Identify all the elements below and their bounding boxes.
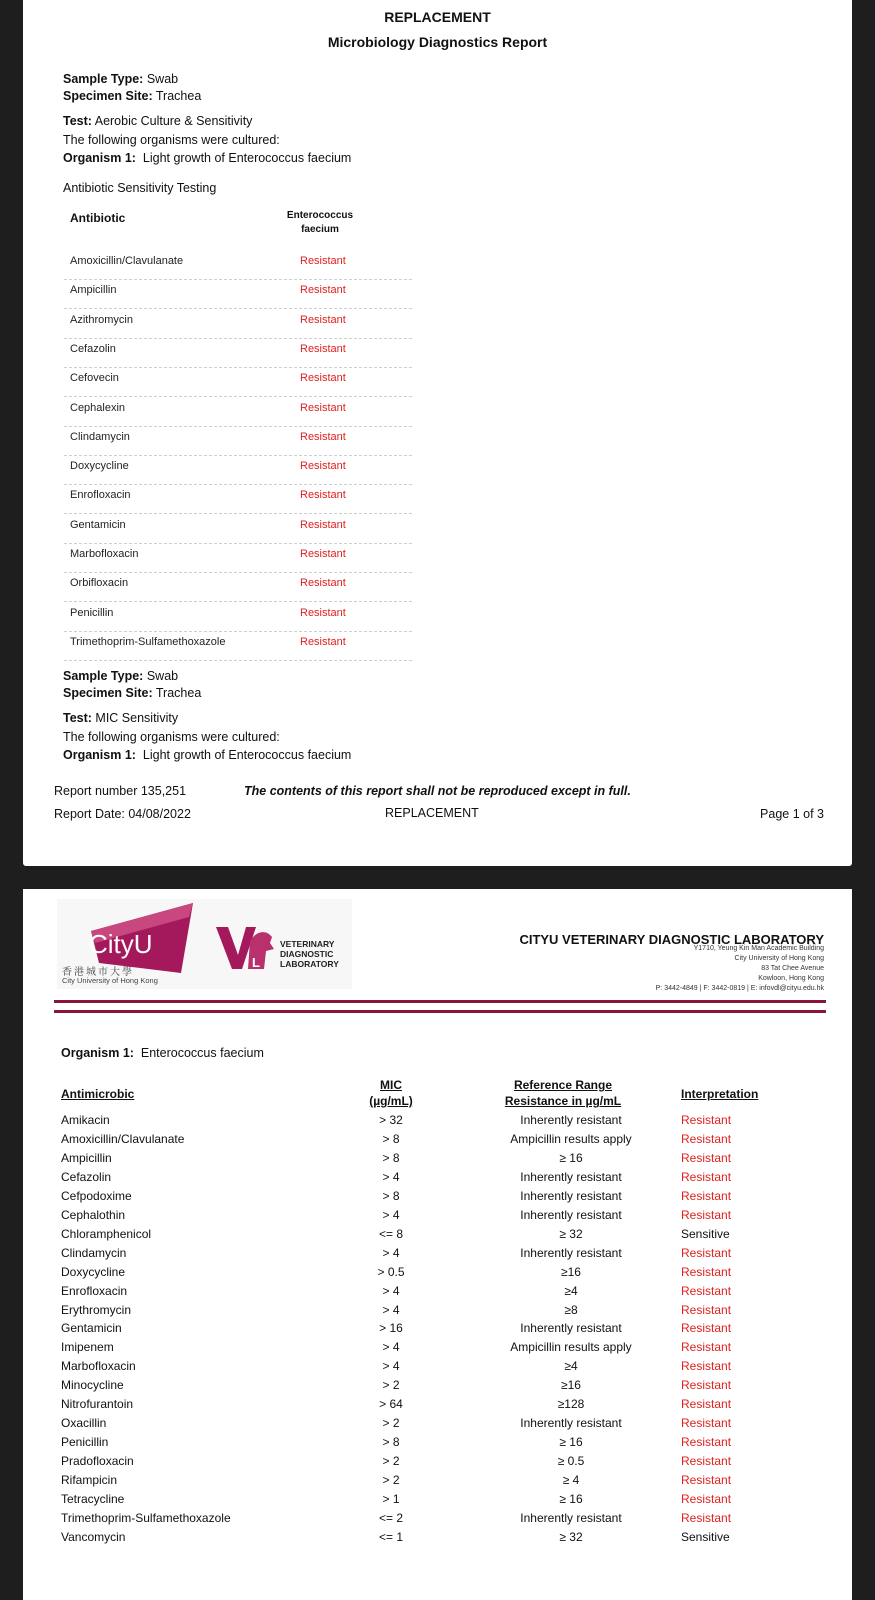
interpretation: Resistant xyxy=(681,1473,732,1488)
reference-range: ≥4 xyxy=(564,1359,578,1374)
organism-line-2 xyxy=(63,748,351,762)
sensitivity-result: Resistant xyxy=(300,518,346,531)
reference-range: Inherently resistant xyxy=(520,1416,622,1431)
mic-value: > 4 xyxy=(382,1340,400,1355)
antimicrobic-name: Imipenem xyxy=(61,1340,114,1355)
ast-row xyxy=(64,544,412,573)
ast-row xyxy=(64,251,412,280)
antimicrobic-name: Gentamicin xyxy=(61,1321,122,1336)
sensitivity-result: Resistant xyxy=(300,430,346,443)
vdl-logo-icon xyxy=(216,921,278,973)
mic-row xyxy=(61,1284,821,1303)
antimicrobic-name: Clindamycin xyxy=(61,1245,127,1260)
reference-range: Inherently resistant xyxy=(520,1113,622,1127)
mic-value: > 4 xyxy=(382,1302,400,1317)
mic-value: > 4 xyxy=(382,1245,400,1260)
interpretation: Resistant xyxy=(681,1131,732,1146)
ast-col-organism xyxy=(285,210,355,235)
antibiotic-name: Cephalexin xyxy=(70,401,126,414)
col-mic-line1: MIC xyxy=(380,1078,402,1092)
mic-value: > 4 xyxy=(382,1207,400,1222)
specimen-site-label: Specimen Site: xyxy=(63,686,153,700)
interpretation: Resistant xyxy=(681,1321,732,1336)
reference-range: ≥128 xyxy=(557,1397,585,1412)
antimicrobic-name: Oxacillin xyxy=(61,1416,107,1431)
mic-row xyxy=(61,1397,821,1416)
test-value: MIC Sensitivity xyxy=(95,711,179,725)
mic-value: > 8 xyxy=(382,1131,400,1146)
antimicrobic-name: Amikacin xyxy=(61,1113,110,1127)
cityu-english-name: City University of Hong Kong xyxy=(62,976,158,985)
mic-row xyxy=(61,1492,821,1511)
specimen-site-value: Trachea xyxy=(155,686,202,700)
organism-value: Light growth of Enterococcus faecium xyxy=(142,748,352,762)
mic-value: > 1 xyxy=(382,1492,400,1506)
sensitivity-result: Resistant xyxy=(300,489,346,502)
mic-row xyxy=(61,1132,821,1151)
interpretation: Resistant xyxy=(681,1169,732,1184)
organism-label: Organism 1: xyxy=(63,151,136,165)
col-mic-line2: (µg/mL) xyxy=(369,1094,413,1108)
interpretation: Resistant xyxy=(681,1283,732,1298)
header-rule-top xyxy=(54,1000,826,1003)
interpretation: Resistant xyxy=(681,1454,732,1469)
col-reference-line2: Resistance in µg/mL xyxy=(504,1094,622,1108)
antibiotic-name: Gentamicin xyxy=(70,518,126,531)
mic-row xyxy=(61,1511,821,1530)
reference-range: Inherently resistant xyxy=(520,1321,622,1336)
antimicrobic-name: Trimethoprim-Sulfamethoxazole xyxy=(61,1510,231,1525)
ast-col-organism-line1: Enterococcus xyxy=(286,210,354,221)
reference-range: Inherently resistant xyxy=(520,1245,622,1260)
antibiotic-name: Trimethoprim-Sulfamethoxazole xyxy=(70,635,226,648)
vdl-line-2: DIAGNOSTIC xyxy=(280,949,334,959)
reference-range: ≥8 xyxy=(564,1302,578,1317)
interpretation: Resistant xyxy=(681,1492,732,1506)
ast-row xyxy=(64,603,412,632)
mic-row xyxy=(61,1170,821,1189)
antimicrobic-name: Chloramphenicol xyxy=(61,1226,152,1241)
interpretation: Resistant xyxy=(681,1264,732,1279)
reference-range: ≥ 32 xyxy=(559,1529,583,1544)
report-page-2 xyxy=(23,889,852,1600)
address-line-4: Kowloon, Hong Kong xyxy=(758,975,824,982)
report-number: Report number 135,251 xyxy=(54,784,187,798)
interpretation: Resistant xyxy=(681,1245,732,1260)
mic-row xyxy=(61,1208,821,1227)
report-date: Report Date: 04/08/2022 xyxy=(54,807,191,821)
mic-value: > 2 xyxy=(382,1416,400,1431)
ast-row xyxy=(64,310,412,339)
ast-row xyxy=(64,339,412,368)
antibiotic-name: Penicillin xyxy=(70,606,114,619)
mic-row xyxy=(61,1113,821,1132)
reference-range: Inherently resistant xyxy=(520,1510,622,1525)
antimicrobic-name: Cefazolin xyxy=(61,1169,112,1184)
reference-range: ≥ 4 xyxy=(562,1473,580,1488)
mic-row xyxy=(61,1151,821,1170)
cityu-chinese-name: 香港城市大學 xyxy=(62,967,134,978)
test xyxy=(63,114,252,128)
mic-row xyxy=(61,1303,821,1322)
row-divider xyxy=(64,660,412,661)
antimicrobic-name: Nitrofurantoin xyxy=(61,1397,134,1412)
ast-row xyxy=(64,573,412,602)
mic-value: > 4 xyxy=(382,1283,400,1298)
interpretation: Resistant xyxy=(681,1397,732,1412)
sample-type-value: Swab xyxy=(146,72,179,86)
sample-type-label: Sample Type: xyxy=(63,669,144,683)
sensitivity-result: Resistant xyxy=(300,548,346,560)
specimen-site xyxy=(63,89,201,103)
mic-value: > 32 xyxy=(379,1113,403,1127)
mic-row xyxy=(61,1265,821,1284)
antimicrobic-name: Pradofloxacin xyxy=(61,1454,134,1469)
ast-row xyxy=(64,632,412,661)
antimicrobic-name: Ampicillin xyxy=(61,1150,112,1165)
antibiotic-name: Doxycycline xyxy=(70,460,129,473)
reference-range: ≥ 16 xyxy=(559,1492,583,1506)
antimicrobic-name: Minocycline xyxy=(61,1378,124,1393)
interpretation: Resistant xyxy=(681,1188,732,1203)
ast-row xyxy=(64,456,412,485)
test-label: Test: xyxy=(63,711,92,725)
address-line-2: City University of Hong Kong xyxy=(734,955,824,962)
vdl-text xyxy=(280,939,339,969)
antimicrobic-name: Marbofloxacin xyxy=(61,1359,136,1374)
reference-range: Inherently resistant xyxy=(520,1169,622,1184)
antimicrobic-name: Penicillin xyxy=(61,1435,109,1450)
sensitivity-result: Resistant xyxy=(300,401,346,414)
test-2 xyxy=(63,711,178,725)
sensitivity-result: Resistant xyxy=(300,606,346,619)
ast-row xyxy=(64,280,412,309)
antimicrobic-name: Erythromycin xyxy=(61,1302,132,1317)
test-label: Test: xyxy=(63,114,92,128)
mic-value: > 8 xyxy=(382,1188,400,1203)
sensitivity-result: Resistant xyxy=(300,313,346,326)
antibiotic-name: Clindamycin xyxy=(70,430,130,443)
antimicrobic-name: Vancomycin xyxy=(61,1529,126,1544)
mic-value: > 2 xyxy=(382,1454,400,1469)
interpretation: Resistant xyxy=(681,1150,732,1165)
interpretation: Resistant xyxy=(681,1510,732,1525)
antimicrobic-name: Amoxicillin/Clavulanate xyxy=(61,1131,185,1146)
organism-line xyxy=(63,151,351,165)
address-line-1: Y1710, Yeung Kin Man Academic Building xyxy=(693,945,824,952)
mic-value: > 2 xyxy=(382,1378,400,1393)
cultured-text-2: The following organisms were cultured: xyxy=(63,730,280,744)
antimicrobic-name: Cefpodoxime xyxy=(61,1188,132,1203)
interpretation: Resistant xyxy=(681,1435,732,1450)
organism-value: Enterococcus faecium xyxy=(140,1046,264,1060)
specimen-site-2 xyxy=(63,686,201,700)
mic-value: > 4 xyxy=(382,1359,400,1374)
antimicrobic-name: Doxycycline xyxy=(61,1264,126,1279)
antibiotic-name: Marbofloxacin xyxy=(70,548,139,560)
antimicrobic-name: Cephalothin xyxy=(61,1207,126,1222)
reference-range: ≥ 32 xyxy=(559,1226,583,1241)
mic-value: <= 8 xyxy=(378,1226,404,1241)
sensitivity-result: Resistant xyxy=(300,255,346,267)
ast-row xyxy=(64,368,412,397)
ast-row xyxy=(64,515,412,544)
organism-line-3 xyxy=(61,1046,264,1060)
interpretation: Resistant xyxy=(681,1416,732,1431)
report-title: Microbiology Diagnostics Report xyxy=(327,34,548,50)
antibiotic-name: Orbifloxacin xyxy=(70,577,129,590)
sensitivity-result: Resistant xyxy=(300,372,346,385)
reference-range: ≥16 xyxy=(561,1378,581,1393)
vdl-line-1: VETERINARY xyxy=(280,939,335,949)
sensitivity-result: Resistant xyxy=(300,284,346,297)
antibiotic-name: Cefazolin xyxy=(70,342,116,355)
sample-type-label: Sample Type: xyxy=(63,72,144,86)
address-line-3: 83 Tat Chee Avenue xyxy=(761,965,824,972)
mic-value: <= 2 xyxy=(378,1510,404,1525)
svg-text:L: L xyxy=(252,955,260,970)
interpretation: Resistant xyxy=(681,1207,732,1222)
reference-range: Ampicillin results apply xyxy=(510,1340,632,1355)
antimicrobic-name: Tetracycline xyxy=(61,1492,125,1506)
organism-label: Organism 1: xyxy=(61,1046,134,1060)
antibiotic-name: Cefovecin xyxy=(70,372,119,385)
interpretation: Resistant xyxy=(681,1378,732,1393)
report-page-1 xyxy=(23,0,852,866)
interpretation: Resistant xyxy=(681,1340,732,1355)
interpretation: Sensitive xyxy=(681,1226,730,1241)
mic-value: > 64 xyxy=(379,1397,403,1412)
interpretation: Sensitive xyxy=(681,1529,730,1544)
mic-row xyxy=(61,1530,821,1549)
ast-title: Antibiotic Sensitivity Testing xyxy=(63,181,217,195)
mic-value: > 4 xyxy=(382,1169,400,1184)
col-mic xyxy=(341,1078,441,1108)
col-reference xyxy=(473,1078,653,1108)
footer-replacement: REPLACEMENT xyxy=(385,806,479,820)
mic-row xyxy=(61,1359,821,1378)
mic-row xyxy=(61,1435,821,1454)
mic-row xyxy=(61,1227,821,1246)
mic-row xyxy=(61,1340,821,1359)
antimicrobic-name: Rifampicin xyxy=(61,1473,118,1488)
specimen-site-value: Trachea xyxy=(155,89,202,103)
antibiotic-name: Ampicillin xyxy=(70,284,117,297)
page-number: Page 1 of 3 xyxy=(760,807,824,821)
header-rule-bottom xyxy=(54,1010,826,1013)
test-value: Aerobic Culture & Sensitivity xyxy=(94,114,253,128)
antibiotic-name: Azithromycin xyxy=(70,313,133,326)
disclaimer: The contents of this report shall not be reproduced except in full. xyxy=(244,784,631,798)
reference-range: Inherently resistant xyxy=(520,1188,622,1203)
lab-name: CITYU VETERINARY DIAGNOSTIC LABORATORY xyxy=(519,932,824,947)
organism-label: Organism 1: xyxy=(63,748,136,762)
reference-range: ≥16 xyxy=(561,1264,581,1279)
mic-row xyxy=(61,1378,821,1397)
cityu-wordmark: CityU xyxy=(89,929,153,959)
mic-row xyxy=(61,1189,821,1208)
mic-value: > 8 xyxy=(382,1435,400,1450)
reference-range: ≥ 0.5 xyxy=(557,1454,585,1469)
mic-value: > 16 xyxy=(379,1321,403,1336)
cultured-text: The following organisms were cultured: xyxy=(63,133,280,147)
ast-row xyxy=(64,398,412,427)
ast-col-organism-line2: faecium xyxy=(301,224,339,235)
mic-value: <= 1 xyxy=(378,1529,404,1544)
mic-row xyxy=(61,1416,821,1435)
sample-type-2 xyxy=(63,669,178,683)
col-reference-line1: Reference Range xyxy=(513,1078,613,1092)
reference-range: Ampicillin results apply xyxy=(510,1131,632,1146)
col-antimicrobic: Antimicrobic xyxy=(61,1087,135,1101)
interpretation: Resistant xyxy=(681,1113,732,1127)
antibiotic-name: Enrofloxacin xyxy=(70,489,131,502)
interpretation: Resistant xyxy=(681,1359,732,1374)
interpretation: Resistant xyxy=(681,1302,732,1317)
contact-line: P: 3442-4849 | F: 3442-0819 | E: infovdl@cityu.edu.hk xyxy=(655,985,824,992)
mic-row xyxy=(61,1454,821,1473)
organism-value: Light growth of Enterococcus faecium xyxy=(142,151,352,165)
mic-value: > 2 xyxy=(382,1473,400,1488)
sample-type-value: Swab xyxy=(146,669,179,683)
sensitivity-result: Resistant xyxy=(300,577,346,590)
sensitivity-result: Resistant xyxy=(300,342,346,355)
mic-row xyxy=(61,1473,821,1492)
mic-row xyxy=(61,1321,821,1340)
sensitivity-result: Resistant xyxy=(300,460,346,473)
antibiotic-name: Amoxicillin/Clavulanate xyxy=(70,255,184,267)
ast-row xyxy=(64,485,412,514)
ast-row xyxy=(64,427,412,456)
mic-value: > 0.5 xyxy=(377,1264,405,1279)
sensitivity-result: Resistant xyxy=(300,635,346,648)
mic-value: > 8 xyxy=(382,1150,400,1165)
reference-range: ≥ 16 xyxy=(559,1150,583,1165)
antimicrobic-name: Enrofloxacin xyxy=(61,1283,128,1298)
reference-range: ≥ 16 xyxy=(559,1435,583,1450)
specimen-site-label: Specimen Site: xyxy=(63,89,153,103)
col-interpretation: Interpretation xyxy=(681,1087,759,1101)
sample-type xyxy=(63,72,178,86)
replacement-title: REPLACEMENT xyxy=(384,9,491,25)
reference-range: ≥4 xyxy=(564,1283,578,1298)
ast-col-antibiotic: Antibiotic xyxy=(70,211,126,225)
mic-row xyxy=(61,1246,821,1265)
vdl-line-3: LABORATORY xyxy=(280,959,339,969)
reference-range: Inherently resistant xyxy=(520,1207,622,1222)
